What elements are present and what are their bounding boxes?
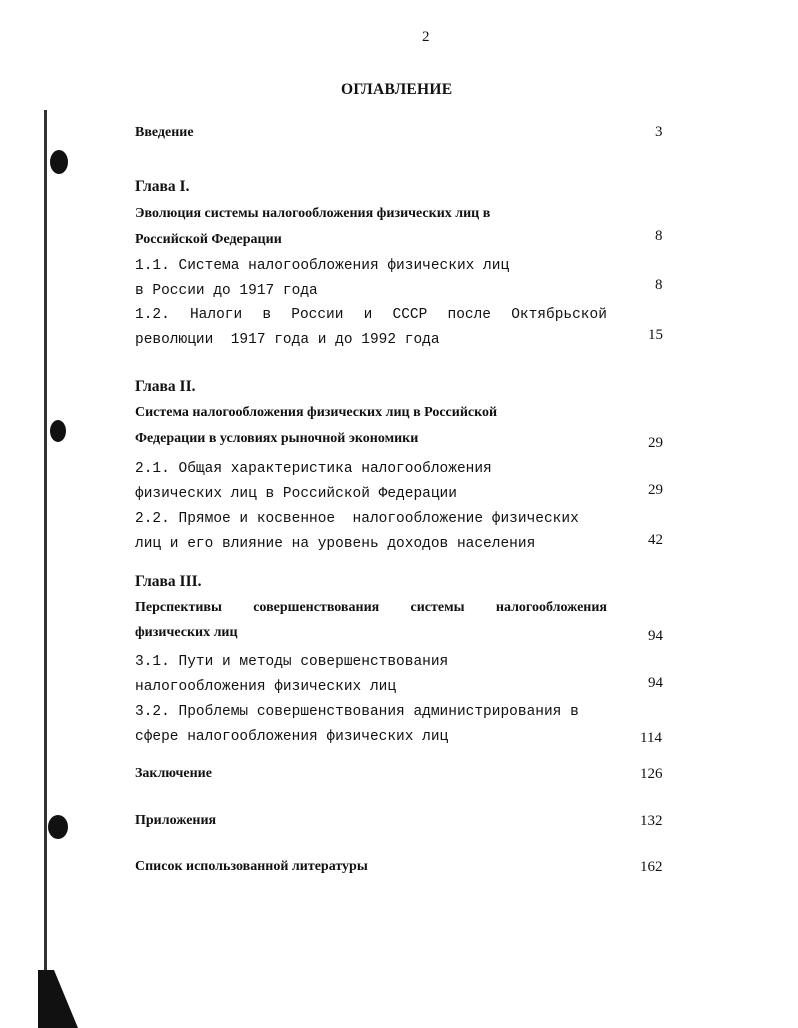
chapter-2-page: 29 [648, 435, 663, 451]
chapter-2-title-line2: Федерации в условиях рыночной экономики [135, 431, 419, 446]
word: 1.2. [135, 307, 170, 323]
section-2-2-line2: лиц и его влияние на уровень доходов населения [135, 536, 536, 552]
toc-conclusion-page: 126 [640, 766, 663, 782]
section-1-2-page: 15 [648, 327, 663, 343]
word: системы [410, 600, 465, 615]
section-1-1-line1: 1.1. Система налогообложения физических лиц [135, 258, 510, 274]
section-2-1-page: 29 [648, 482, 663, 498]
chapter-2-heading: Глава II. [135, 378, 196, 395]
word: и [363, 307, 373, 323]
word: совершенствования [253, 600, 380, 615]
chapter-1-heading: Глава I. [135, 178, 190, 195]
chapter-3-page: 94 [648, 628, 663, 644]
section-3-2-line1: 3.2. Проблемы совершенствования администрирования в [135, 704, 579, 720]
section-2-1-line1: 2.1. Общая характеристика налогообложения [135, 461, 492, 477]
word: налогообложения [495, 600, 607, 615]
word: СССР [392, 307, 428, 323]
chapter-1-title-line2: Российской Федерации [135, 232, 282, 247]
section-2-1-line2: физических лиц в Российской Федерации [135, 486, 457, 502]
word: Октябрьской [511, 307, 607, 323]
scan-edge-corner [38, 970, 78, 1028]
section-3-1-line2: налогообложения физических лиц [135, 679, 397, 695]
section-1-1-page: 8 [655, 277, 663, 293]
chapter-1-page: 8 [655, 228, 663, 244]
toc-references-page: 162 [640, 859, 663, 875]
toc-references-label: Список использованной литературы [135, 859, 368, 874]
scan-edge-blob [50, 420, 66, 442]
section-3-1-line1: 3.1. Пути и методы совершенствования [135, 654, 449, 670]
toc-conclusion-label: Заключение [135, 766, 212, 781]
section-3-1-page: 94 [648, 675, 663, 691]
section-1-2-line2: революции 1917 года и до 1992 года [135, 332, 440, 348]
word: в [262, 307, 272, 323]
page-number: 2 [422, 29, 430, 45]
scan-edge-blob [48, 815, 68, 839]
toc-intro-label: Введение [135, 125, 194, 140]
section-1-1-line2: в России до 1917 года [135, 283, 318, 299]
toc-intro-page: 3 [655, 124, 663, 140]
chapter-2-title-line1: Система налогообложения физических лиц в Российской [135, 405, 498, 420]
chapter-3-heading: Глава III. [135, 573, 202, 590]
section-3-2-line2: сфере налогообложения физических лиц [135, 729, 449, 745]
section-1-2-line1 [135, 307, 607, 323]
word: Налоги [189, 307, 243, 323]
page-title: ОГЛАВЛЕНИЕ [341, 81, 453, 98]
section-3-2-page: 114 [640, 730, 662, 746]
word: после [447, 307, 492, 323]
word: России [291, 307, 344, 323]
section-2-2-line1: 2.2. Прямое и косвенное налогообложение физических [135, 511, 579, 527]
chapter-3-title-line2: физических лиц [135, 625, 238, 640]
toc-appendices-label: Приложения [135, 813, 217, 828]
scan-edge-line [44, 110, 47, 970]
chapter-3-title-line1 [135, 600, 607, 616]
word: Перспективы [135, 600, 222, 615]
chapter-1-title-line1: Эволюция системы налогообложения физических лиц в [135, 206, 491, 221]
toc-appendices-page: 132 [640, 813, 663, 829]
scan-edge-blob [50, 150, 68, 174]
section-2-2-page: 42 [648, 532, 663, 548]
